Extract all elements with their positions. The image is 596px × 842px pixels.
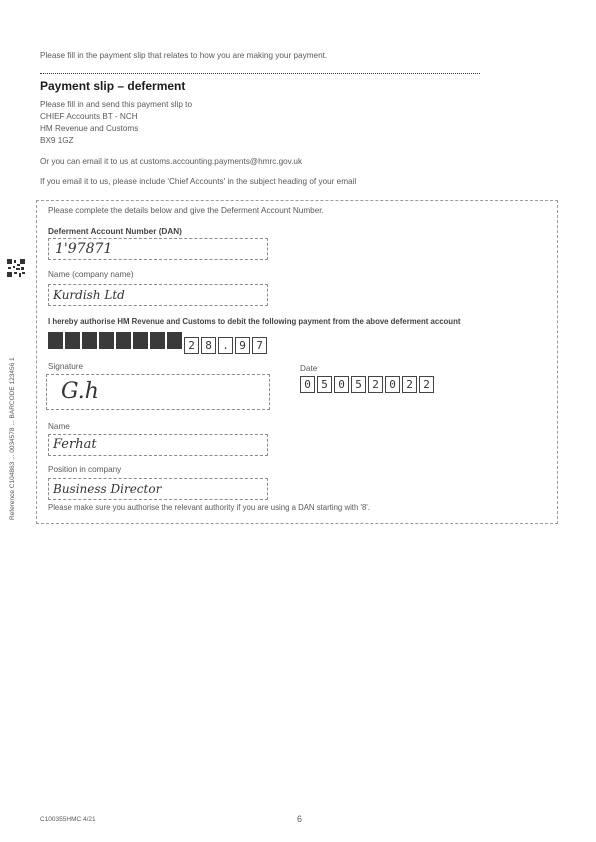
address-line-1: Please fill in and send this payment slip to <box>40 100 193 109</box>
person-name-label: Name <box>48 422 70 431</box>
amount-digit-cell <box>116 332 131 349</box>
dan-label: Deferment Account Number (DAN) <box>48 227 182 236</box>
person-name-field[interactable] <box>48 434 268 456</box>
date-digits[interactable] <box>300 376 436 393</box>
amount-digit-cell: 7 <box>252 337 267 354</box>
side-reference-text: Reference C104863 ... 0034578 ... BARCODE 123456 1 <box>9 357 16 520</box>
person-name-value: Ferhat <box>53 437 97 452</box>
dan-field[interactable] <box>48 238 268 260</box>
amount-digit-cell: . <box>218 337 233 354</box>
position-value: Business Director <box>53 482 162 496</box>
dan-value: 1'97871 <box>55 241 113 257</box>
amount-digit-cell <box>48 332 63 349</box>
page-title: Payment slip – deferment <box>40 79 186 93</box>
amount-digit-cell: 8 <box>201 337 216 354</box>
qr-code-icon <box>6 258 26 278</box>
signature-label: Signature <box>48 362 84 371</box>
amount-digit-cell <box>150 332 165 349</box>
date-digit-cell: 2 <box>419 376 434 393</box>
date-digit-cell: 5 <box>351 376 366 393</box>
address-line-2: CHIEF Accounts BT - NCH <box>40 112 138 121</box>
amount-digit-cell <box>65 332 80 349</box>
panel-instruction: Please complete the details below and give the Deferment Account Number. <box>48 206 324 215</box>
amount-digit-cell <box>82 332 97 349</box>
email-note: If you email it to us, please include 'Chief Accounts' in the subject heading of your email <box>40 177 357 186</box>
intro-text: Please fill in the payment slip that relates to how you are making your payment. <box>40 51 328 60</box>
amount-digit-cell <box>167 332 182 349</box>
company-name-value: Kurdish Ltd <box>53 288 125 302</box>
address-line-3: HM Revenue and Customs <box>40 124 139 133</box>
amount-digit-cell <box>133 332 148 349</box>
amount-digits[interactable] <box>48 332 269 354</box>
date-digit-cell: 0 <box>300 376 315 393</box>
amount-digit-cell <box>99 332 114 349</box>
page-number: 6 <box>297 814 303 824</box>
amount-digit-cell: 2 <box>184 337 199 354</box>
signature-value: G.h <box>61 379 99 404</box>
dotted-divider <box>40 73 480 74</box>
date-digit-cell: 5 <box>317 376 332 393</box>
footer-code: C100355HMC 4/21 <box>40 816 96 823</box>
date-digit-cell: 2 <box>368 376 383 393</box>
company-name-label: Name (company name) <box>48 270 134 279</box>
position-label: Position in company <box>48 465 122 474</box>
company-name-field[interactable] <box>48 284 268 306</box>
date-label: Date <box>300 364 318 373</box>
authorise-text: I hereby authorise HM Revenue and Customs to debit the following payment from the above deferment account <box>48 317 461 326</box>
signature-field[interactable] <box>46 374 270 410</box>
position-field[interactable] <box>48 478 268 500</box>
date-digit-cell: 0 <box>385 376 400 393</box>
panel-note: Please make sure you authorise the relevant authority if you are using a DAN starting with '8'. <box>48 503 370 512</box>
email-line: Or you can email it to us at customs.accounting.payments@hmrc.gov.uk <box>40 157 303 166</box>
date-digit-cell: 0 <box>334 376 349 393</box>
amount-digit-cell: 9 <box>235 337 250 354</box>
address-line-4: BX9 1GZ <box>40 136 74 145</box>
date-digit-cell: 2 <box>402 376 417 393</box>
